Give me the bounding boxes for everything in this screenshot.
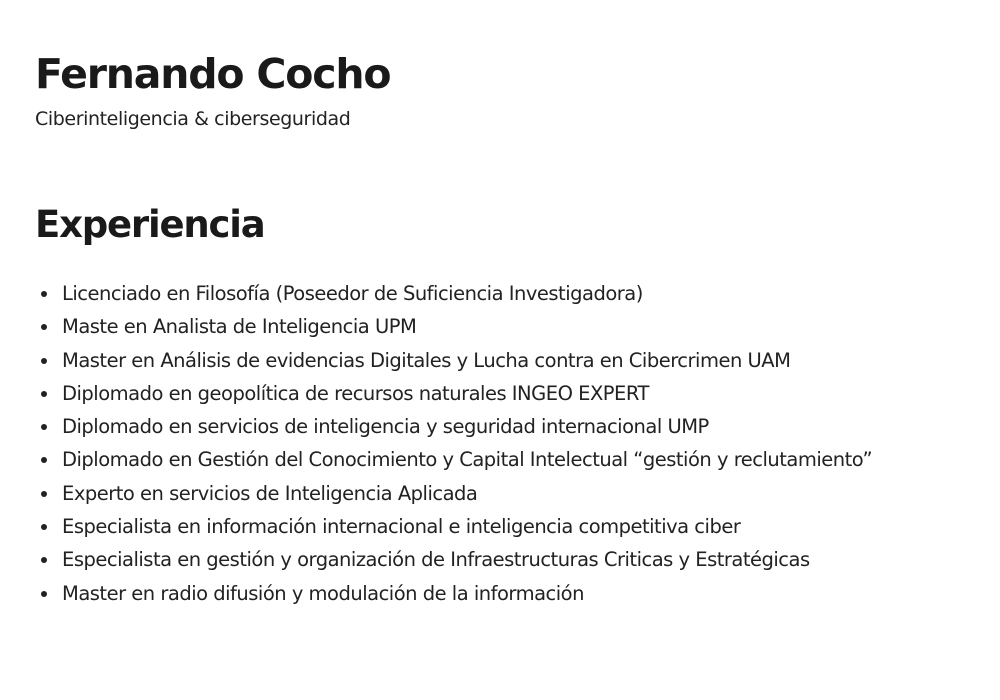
- experience-heading: Experiencia: [35, 203, 265, 246]
- experience-item: [35, 277, 1000, 310]
- experience-item: [35, 477, 1000, 510]
- experience-item: [35, 443, 1000, 476]
- bullet-icon: [41, 491, 47, 497]
- experience-item-text: Master en radio difusión y modulación de la información: [62, 581, 584, 605]
- experience-item-text: Master en Análisis de evidencias Digitales y Lucha contra en Cibercrimen UAM: [62, 348, 791, 372]
- profile-name: Fernando Cocho: [35, 50, 391, 98]
- experience-item-text: Experto en servicios de Inteligencia Aplicada: [62, 481, 478, 505]
- experience-item-text: Diplomado en servicios de inteligencia y seguridad internacional UMP: [62, 415, 709, 439]
- experience-item-text: Especialista en gestión y organización de Infraestructuras Criticas y Estratégicas: [62, 548, 810, 572]
- experience-item-text: Diplomado en Gestión del Conocimiento y Capital Intelectual “gestión y reclutamiento”: [62, 448, 873, 472]
- experience-item-text: Licenciado en Filosofía (Poseedor de Suficiencia Investigadora): [62, 282, 643, 305]
- bullet-icon: [41, 591, 47, 597]
- experience-item: [35, 344, 1000, 377]
- experience-item-text: Diplomado en geopolítica de recursos naturales INGEO EXPERT: [62, 381, 649, 405]
- bullet-icon: [41, 457, 47, 463]
- bullet-icon: [41, 424, 47, 430]
- experience-item: [35, 310, 1000, 343]
- experience-item: [35, 410, 1000, 443]
- experience-item: [35, 510, 1000, 543]
- experience-item-text: Especialista en información internacional e inteligencia competitiva ciber: [62, 515, 741, 539]
- profile-tagline: Ciberinteligencia & ciberseguridad: [35, 108, 351, 130]
- experience-list: [35, 277, 1000, 610]
- experience-item: [35, 577, 1000, 610]
- bullet-icon: [41, 358, 47, 364]
- bullet-icon: [41, 391, 47, 397]
- bullet-icon: [41, 524, 47, 530]
- experience-item-text: Maste en Analista de Inteligencia UPM: [62, 315, 417, 339]
- experience-item: [35, 377, 1000, 410]
- bullet-icon: [41, 291, 47, 297]
- bullet-icon: [41, 324, 47, 330]
- experience-item: [35, 543, 1000, 576]
- bullet-icon: [41, 557, 47, 563]
